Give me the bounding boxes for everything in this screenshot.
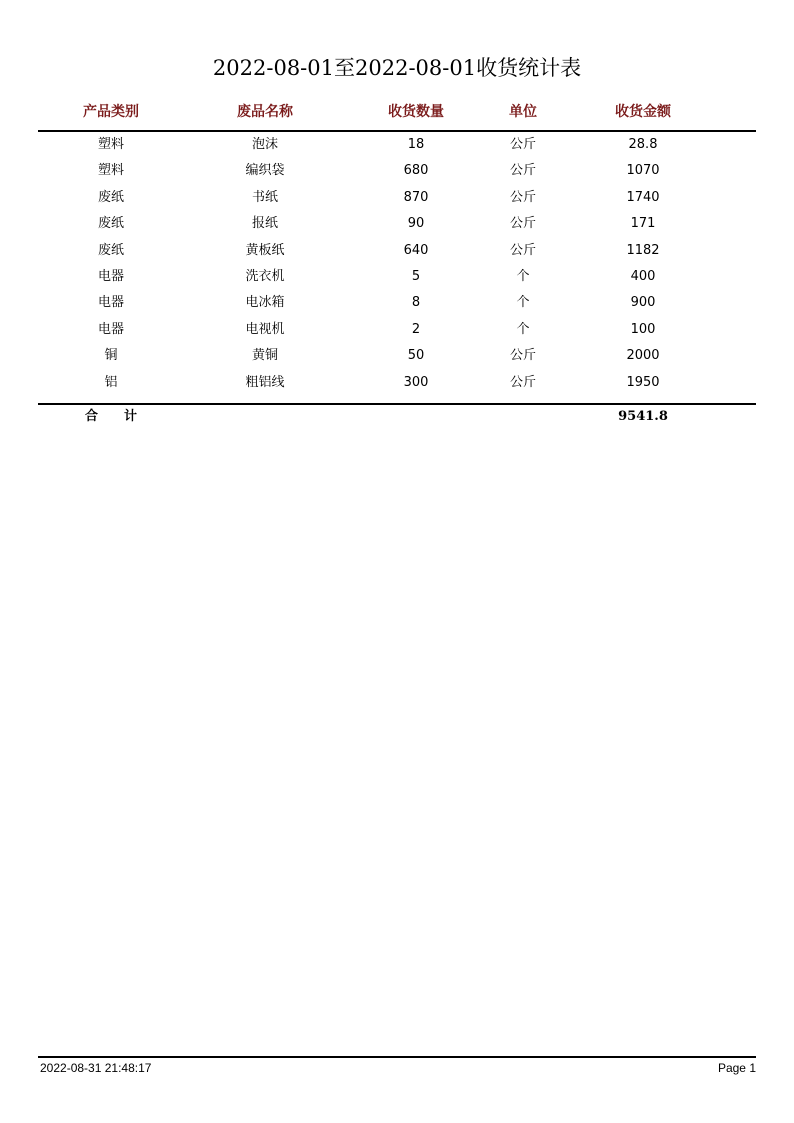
- cell-unit: 公斤: [509, 216, 536, 232]
- cell-quantity: 870: [403, 189, 429, 205]
- report-title: 2022-08-01至2022-08-01收货统计表: [212, 56, 582, 80]
- cell-quantity: 640: [403, 242, 429, 258]
- cell-item-name: 报纸: [251, 216, 278, 232]
- table-row: [38, 238, 756, 264]
- table-row: [38, 132, 756, 158]
- header-category: 产品类别: [83, 104, 139, 120]
- cell-unit: 公斤: [509, 137, 536, 152]
- footer-divider: [38, 1056, 756, 1058]
- cell-amount: 400: [630, 268, 656, 284]
- cell-amount: 2000: [626, 348, 660, 364]
- cell-quantity: 680: [403, 163, 429, 179]
- table-row: [38, 211, 756, 237]
- cell-item-name: 黄铜: [251, 348, 278, 364]
- cell-category: 废纸: [97, 189, 124, 205]
- cell-item-name: 黄板纸: [245, 242, 285, 258]
- table-header: [38, 100, 756, 124]
- cell-item-name: 泡沫: [251, 137, 278, 152]
- header-amount: 收货金额: [615, 104, 671, 120]
- cell-amount: 28.8: [628, 137, 658, 152]
- cell-unit: 公斤: [509, 163, 536, 179]
- header-item-name: 废品名称: [237, 104, 293, 120]
- table-row: [38, 264, 756, 290]
- cell-unit: 个: [516, 268, 530, 284]
- header-unit: 单位: [509, 104, 537, 120]
- cell-item-name: 电冰箱: [245, 295, 285, 311]
- cell-unit: 个: [516, 295, 530, 311]
- cell-quantity: 8: [411, 295, 421, 311]
- table-row: [38, 317, 756, 343]
- cell-quantity: 300: [403, 374, 429, 390]
- cell-unit: 公斤: [509, 374, 536, 390]
- cell-amount: 900: [630, 295, 656, 311]
- print-timestamp: 2022-08-31 21:48:17: [40, 1061, 152, 1075]
- cell-category: 铝: [104, 374, 118, 390]
- table-row: [38, 290, 756, 316]
- cell-quantity: 50: [407, 348, 425, 364]
- table-row: [38, 158, 756, 184]
- total-amount: 9541.8: [618, 409, 668, 424]
- cell-amount: 1182: [626, 242, 660, 258]
- table-row: [38, 185, 756, 211]
- cell-item-name: 书纸: [251, 189, 278, 205]
- cell-amount: 1950: [626, 374, 660, 390]
- cell-unit: 公斤: [509, 242, 536, 258]
- cell-quantity: 90: [407, 216, 425, 232]
- cell-category: 电器: [97, 321, 124, 337]
- page-number: Page 1: [717, 1061, 756, 1075]
- cell-quantity: 2: [411, 321, 421, 337]
- table-row: [38, 370, 756, 396]
- cell-amount: 1070: [626, 163, 660, 179]
- cell-unit: 个: [516, 321, 530, 337]
- cell-category: 电器: [97, 268, 124, 284]
- cell-item-name: 编织袋: [245, 163, 285, 179]
- cell-item-name: 洗衣机: [245, 268, 285, 284]
- cell-item-name: 粗铝线: [245, 374, 285, 390]
- cell-amount: 100: [630, 321, 656, 337]
- cell-unit: 公斤: [509, 348, 536, 364]
- cell-category: 塑料: [97, 163, 124, 179]
- total-label: 合 计: [84, 409, 137, 424]
- cell-category: 废纸: [97, 242, 124, 258]
- cell-category: 塑料: [97, 137, 124, 152]
- cell-quantity: 18: [407, 137, 425, 152]
- cell-category: 铜: [104, 348, 118, 364]
- cell-amount: 171: [630, 216, 656, 232]
- cell-unit: 公斤: [509, 189, 536, 205]
- header-quantity: 收货数量: [388, 104, 444, 120]
- cell-item-name: 电视机: [245, 321, 285, 337]
- table-row: [38, 343, 756, 369]
- cell-quantity: 5: [411, 268, 421, 284]
- cell-category: 废纸: [97, 216, 124, 232]
- table-body: [38, 132, 756, 396]
- cell-category: 电器: [97, 295, 124, 311]
- cell-amount: 1740: [626, 189, 660, 205]
- total-row: [38, 405, 756, 429]
